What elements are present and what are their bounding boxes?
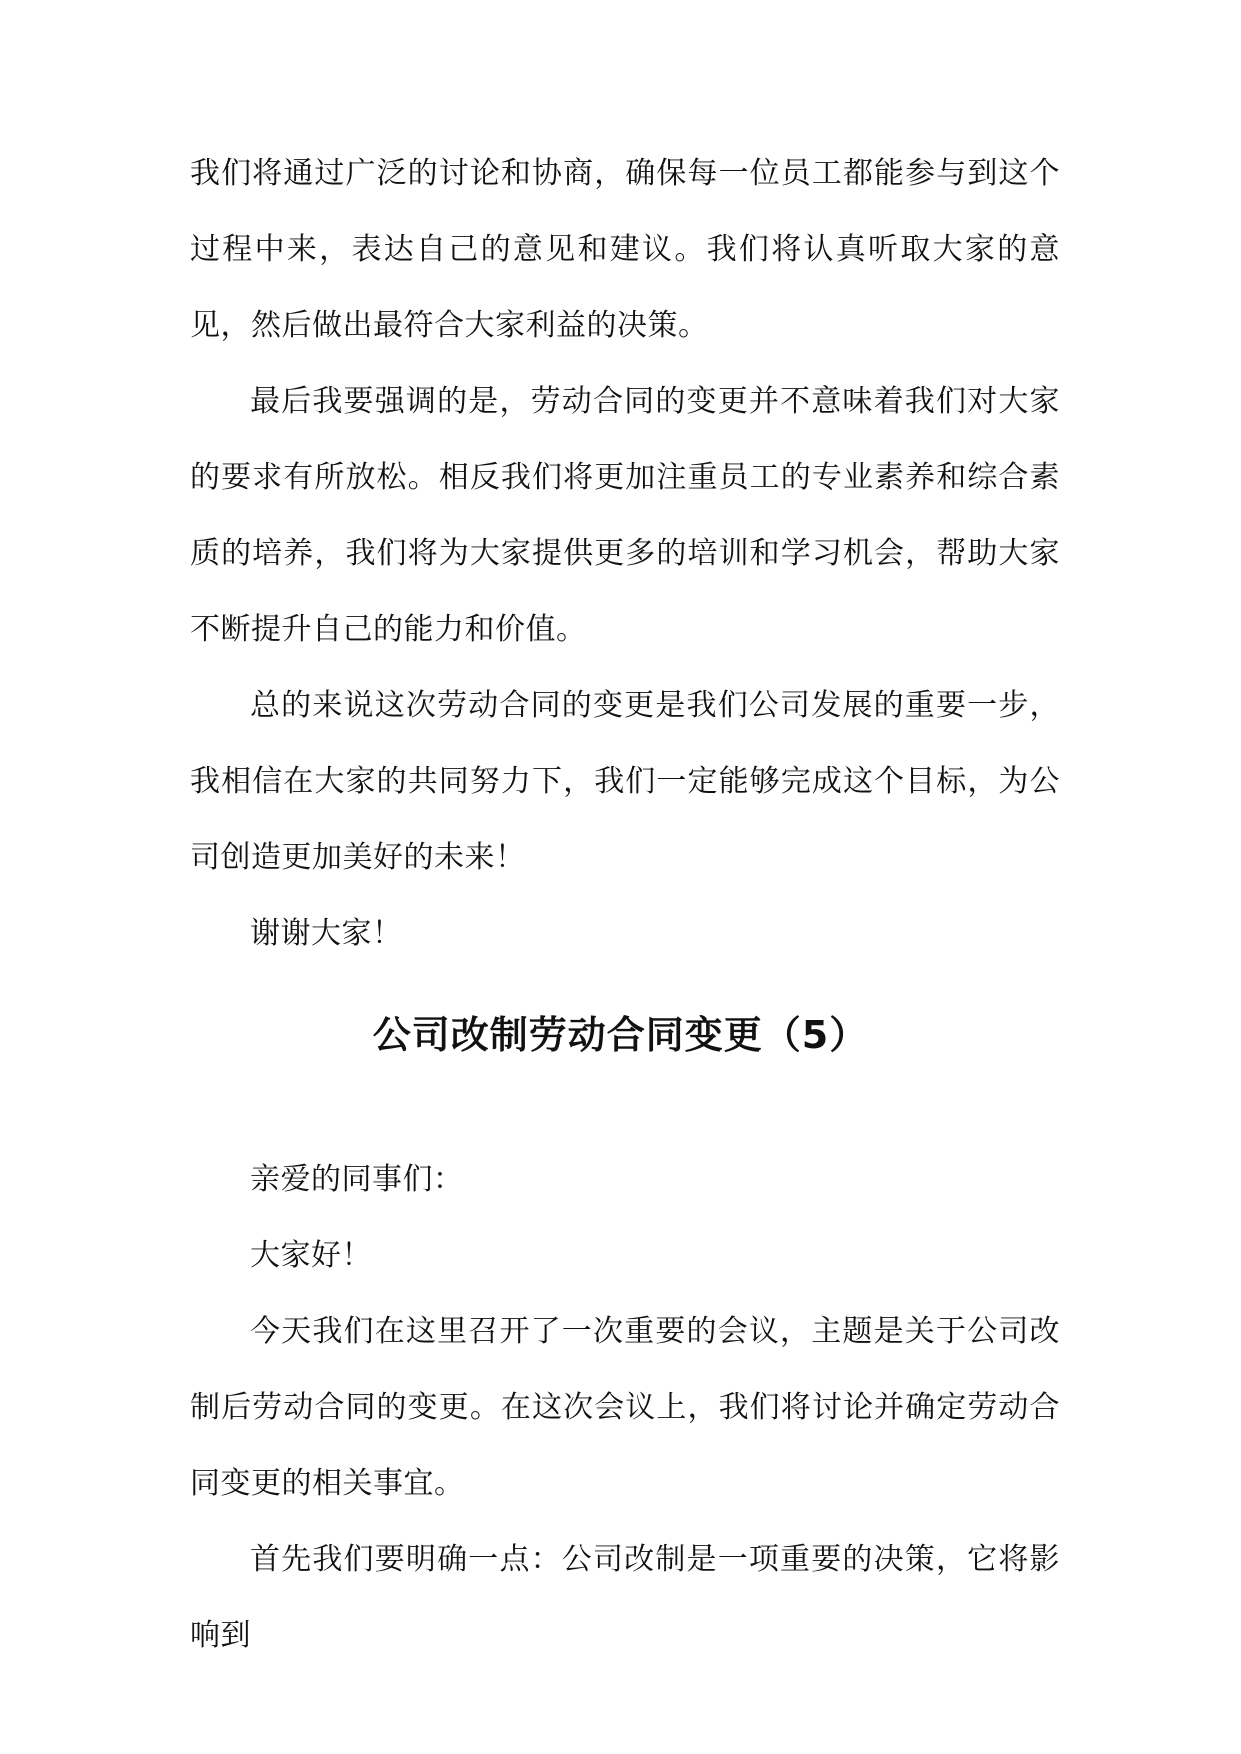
paragraph-thanks: 谢谢大家！ — [250, 916, 403, 951]
paragraph-continued: 我们将通过广泛的讨论和协商，确保每一位员工都能参与到这个过程中来，表达自己的意见和建议。我们将认真听取大家的意见，然后做出最符合大家利益的决策。 — [190, 156, 1060, 343]
section-title: 公司改制劳动合同变更（5） — [372, 1013, 869, 1057]
paragraph-salutation: 亲爱的同事们： — [250, 1162, 464, 1197]
paragraph-summary: 总的来说这次劳动合同的变更是我们公司发展的重要一步，我相信在大家的共同努力下，我们一定能够完成这个目标，为公司创造更加美好的未来！ — [190, 688, 1060, 875]
paragraph-first-point: 首先我们要明确一点：公司改制是一项重要的决策，它将影响到 — [190, 1542, 1060, 1653]
paragraph-greeting: 大家好！ — [250, 1238, 372, 1273]
paragraph-emphasis: 最后我要强调的是，劳动合同的变更并不意味着我们对大家的要求有所放松。相反我们将更加注重员工的专业素养和综合素质的培养，我们将为大家提供更多的培训和学习机会，帮助大家不断提升自己的能力和价值。 — [190, 384, 1060, 647]
paragraph-meeting-topic: 今天我们在这里召开了一次重要的会议，主题是关于公司改制后劳动合同的变更。在这次会议上，我们将讨论并确定劳动合同变更的相关事宜。 — [190, 1314, 1060, 1501]
